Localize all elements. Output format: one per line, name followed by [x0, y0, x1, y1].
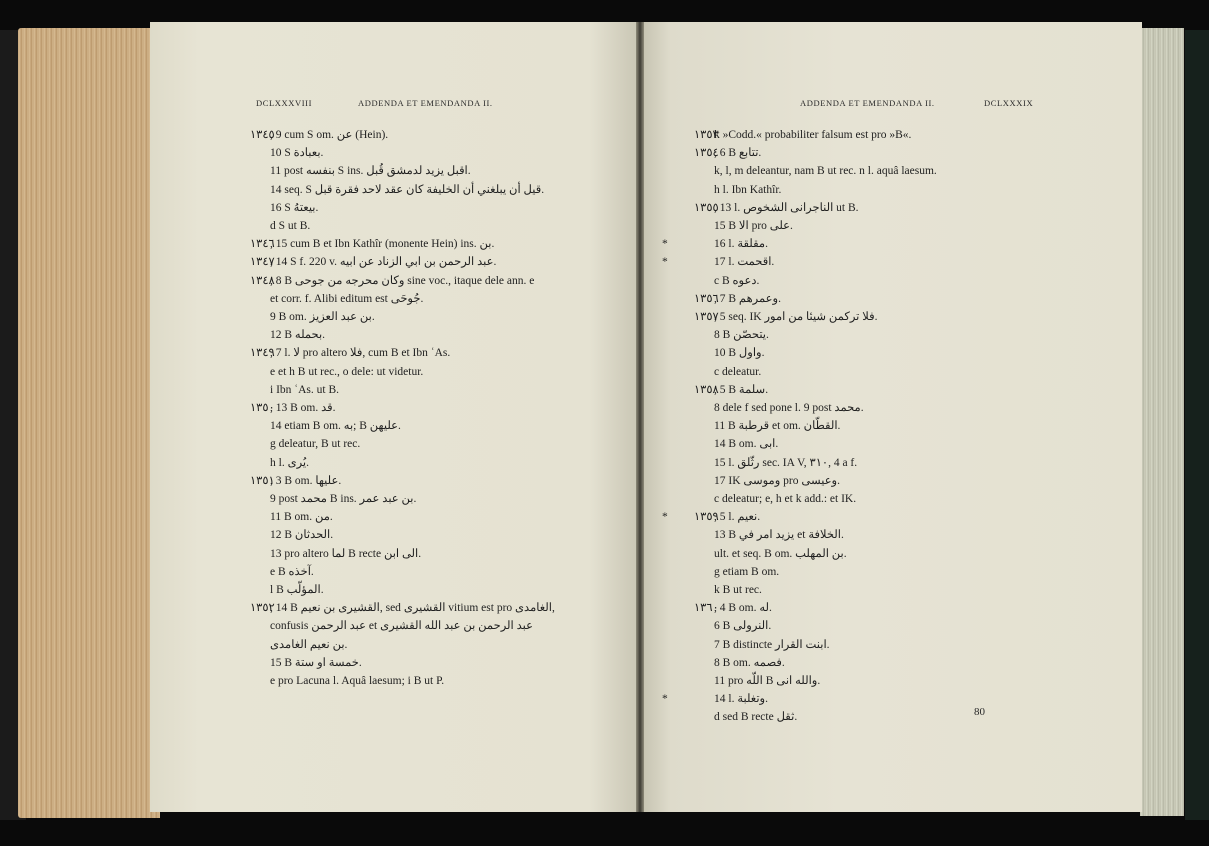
correction-text: e B آخذه.: [270, 565, 314, 578]
correction-text: 10 S بعبادة.: [270, 147, 324, 160]
correction-line: [694, 401, 864, 415]
page-footer-number: 80: [974, 706, 985, 718]
correction-line: [250, 583, 324, 597]
correction-line: [250, 619, 533, 633]
correction-line: [250, 456, 309, 470]
correction-line: [250, 601, 555, 615]
correction-text: 15 B الا pro على.: [714, 220, 793, 232]
correction-line: [250, 328, 325, 342]
correction-line: [694, 437, 778, 451]
correction-text: بن نعيم الغامدى.: [270, 638, 348, 651]
correction-text: c B دعوه.: [714, 274, 760, 287]
page-line-reference: ١٣٤٧: [250, 256, 275, 269]
correction-text: , 14 B القشيرى بن نعيم, sed القشيرى vitium est pro الغامدى,: [270, 602, 555, 615]
correction-line: [694, 274, 759, 288]
correction-text: 13 pro altero لما B recte الى ابن.: [270, 547, 422, 560]
correction-text: 14 l. وتغلبة.: [714, 693, 768, 706]
correction-text: c deleatur.: [714, 365, 762, 378]
correction-text: 8 dele f sed pone l. 9 post محمد.: [714, 402, 864, 414]
correction-line: [250, 146, 323, 160]
page-line-reference: ١٣٥٤: [694, 147, 719, 160]
correction-text: , 9 cum S om. عن (Hein).: [270, 129, 389, 141]
correction-text: 15 B خمسة او ستة.: [270, 656, 362, 669]
correction-text: 17 l. اقحمت.: [714, 256, 775, 269]
correction-line: [694, 474, 840, 488]
correction-text: 6 B النرولى.: [714, 620, 772, 633]
correction-text: k B ut rec.: [714, 584, 762, 596]
correction-line: [250, 292, 423, 306]
correction-line: [694, 492, 856, 506]
correction-line: [250, 437, 360, 451]
left-page-number-header: DCLXXXVIII: [256, 98, 313, 108]
correction-text: 13 B يزيد امر في et الخلافة.: [714, 529, 844, 542]
correction-line: [250, 419, 401, 433]
correction-text: g etiam B om.: [714, 565, 780, 578]
correction-line: [694, 565, 779, 579]
correction-text: 16 l. مقلقة.: [714, 238, 768, 251]
page-line-reference: ١٣٥٨: [694, 383, 719, 396]
correction-text: , 3 B om. عليها.: [270, 474, 342, 487]
correction-text: d sed B recte ثقل.: [714, 711, 798, 724]
correction-text: 9 post محمد B ins. بن عبد عمر.: [270, 493, 417, 505]
correction-text: ult. et seq. B om. بن المهلب.: [714, 547, 847, 560]
correction-line: [694, 128, 911, 142]
book-gutter: [636, 22, 644, 812]
correction-text: 16 S بيعتهُ.: [270, 201, 319, 214]
correction-line: [250, 255, 496, 269]
right-page-number-header: DCLXXXIX: [984, 98, 1034, 108]
correction-text: , 5 l. نعيم.: [714, 511, 761, 524]
book-cover-bottom: [0, 812, 1209, 846]
correction-text: 8 B يتحصّن.: [714, 329, 769, 342]
correction-text: i Ibn ʿAs. ut B.: [270, 383, 339, 396]
correction-line: [694, 346, 764, 360]
correction-text: , 4 B om. له.: [714, 602, 772, 615]
page-line-reference: ١٣٥٦: [694, 292, 719, 305]
correction-text: 11 post بنفسه S ins. اقبل يزيد لدمشق قُبل.: [270, 165, 471, 178]
correction-text: c deleatur; e, h et k add.: et IK.: [714, 493, 857, 505]
correction-text: 10 B واول.: [714, 347, 765, 360]
correction-line: [694, 619, 771, 633]
correction-line: [250, 219, 310, 233]
correction-line: [694, 219, 793, 233]
correction-line: [694, 383, 768, 397]
correction-line: [694, 310, 877, 324]
correction-text: h l. Ibn Kathîr.: [714, 183, 782, 196]
correction-line: [694, 674, 820, 688]
correction-line: [694, 183, 781, 197]
correction-line: [694, 146, 761, 160]
correction-text: 11 B قرطبة et om. القطّان.: [714, 420, 841, 433]
page-edges-right: [1140, 28, 1184, 816]
correction-text: , 14 S f. 220 v. عبد الرحمن بن ابي الزناد عن ابيه.: [270, 256, 497, 269]
correction-line: [250, 164, 471, 178]
correction-line: [694, 710, 797, 724]
correction-line: [694, 601, 772, 615]
page-line-reference: ١٣٥٠: [250, 402, 275, 414]
page-line-reference: ١٣٥١: [250, 474, 275, 487]
correction-line: [694, 528, 844, 542]
correction-line: [694, 419, 840, 433]
asterisk-marker: *: [662, 238, 668, 251]
left-page: [150, 22, 638, 812]
correction-text: , 15 cum B et Ibn Kathîr (monente Hein) ins. بن.: [270, 238, 495, 251]
correction-line: [250, 401, 336, 415]
page-line-reference: ١٣٥٩: [694, 511, 719, 524]
correction-text: 14 etiam B om. به; B عليهن.: [270, 420, 401, 433]
correction-line: [250, 474, 341, 488]
correction-text: 8 B om. فصمه.: [714, 656, 785, 669]
page-edges-left: [18, 28, 160, 818]
correction-text: k, l, m deleantur, nam B ut rec. n l. aquâ laesum.: [714, 165, 937, 178]
correction-text: 12 B الحدثان.: [270, 529, 334, 542]
book-cover-right: [1185, 30, 1209, 820]
correction-line: [250, 510, 333, 524]
correction-line: [662, 510, 761, 524]
correction-line: [250, 201, 318, 215]
correction-line: [250, 528, 333, 542]
correction-line: [662, 255, 775, 269]
correction-line: [694, 292, 781, 306]
correction-text: 12 B بحمله.: [270, 329, 326, 342]
correction-text: k »Codd.« probabiliter falsum est pro »B«.: [714, 129, 912, 141]
correction-line: [250, 547, 421, 561]
correction-line: [662, 692, 768, 706]
correction-line: [250, 128, 388, 142]
page-line-reference: ١٣٥٥: [694, 201, 719, 214]
correction-line: [694, 638, 830, 652]
correction-line: [694, 201, 859, 215]
correction-line: [694, 365, 761, 379]
correction-text: 17 IK وموسى pro وعيسى.: [714, 474, 840, 487]
correction-text: , 13 B om. قد.: [270, 402, 336, 414]
correction-line: [662, 237, 768, 251]
left-running-header: ADDENDA ET EMENDANDA II.: [358, 98, 493, 108]
correction-text: 14 seq. S قيل أن يبلغني أن الخليفة كان عقد لاحد فقرة قبل.: [270, 183, 545, 196]
correction-line: [250, 565, 314, 579]
correction-text: e pro Lacuna l. Aquâ laesum; i B ut P.: [270, 675, 445, 687]
correction-line: [694, 456, 857, 470]
correction-text: e et h B ut rec., o dele: ut videtur.: [270, 365, 424, 378]
correction-line: [250, 237, 494, 251]
correction-text: 11 pro اللّه B والله انى.: [714, 675, 821, 687]
correction-text: 7 B distincte ابنت القرار.: [714, 638, 830, 651]
correction-line: [694, 547, 847, 561]
correction-text: , 7 B وعمرهم.: [714, 292, 781, 305]
page-line-reference: ١٣٥٧: [694, 311, 719, 323]
correction-text: l B المؤلّب.: [270, 584, 324, 596]
correction-text: confusis عبد الرحمن et عبد الرحمن بن عبد الله القشيرى: [270, 620, 533, 633]
correction-text: , 13 l. الناجرانى الشخوص ut B.: [714, 201, 859, 214]
correction-text: 9 B om. بن عبد العزيز.: [270, 311, 375, 323]
page-line-reference: ١٣٤٥: [250, 129, 275, 141]
correction-line: [250, 346, 450, 360]
correction-line: [250, 365, 423, 379]
page-line-reference: ١٣٤٩: [250, 347, 275, 360]
correction-text: et corr. f. Alibi editum est جُوحَى.: [270, 292, 424, 305]
correction-line: [250, 310, 375, 324]
correction-text: , 5 B سلمة.: [714, 383, 769, 396]
correction-line: [694, 583, 762, 597]
correction-text: g deleatur, B ut rec.: [270, 438, 361, 451]
asterisk-marker: *: [662, 693, 668, 706]
correction-line: [250, 656, 362, 670]
asterisk-marker: *: [662, 256, 668, 269]
correction-text: d S ut B.: [270, 220, 311, 232]
page-line-reference: ١٣٤٨: [250, 274, 275, 287]
correction-text: 11 B om. من.: [270, 511, 333, 524]
correction-line: [250, 274, 534, 288]
correction-line: [250, 492, 416, 506]
correction-text: , 8 B وكان محرجه من جوحى sine voc., itaque dele ann. e: [270, 274, 535, 287]
correction-line: [250, 383, 339, 397]
correction-line: [694, 328, 769, 342]
asterisk-marker: *: [662, 511, 668, 524]
page-line-reference: ١٣٥٢: [250, 602, 275, 615]
correction-text: , 5 seq. IK فلا تركمن شيئا من امور.: [714, 311, 878, 323]
correction-text: , 7 l. لا pro altero فلا, cum B et Ibn ʿAs.: [270, 347, 451, 360]
right-running-header: ADDENDA ET EMENDANDA II.: [800, 98, 935, 108]
page-line-reference: ١٣٥٣: [694, 129, 719, 141]
correction-line: [694, 164, 937, 178]
page-line-reference: ١٣٤٦: [250, 238, 275, 251]
correction-text: h l. يُرى.: [270, 456, 310, 469]
correction-text: , 6 B تتابع.: [714, 147, 762, 160]
correction-text: 14 B om. ابى.: [714, 438, 779, 451]
correction-text: 15 l. رثّلق sec. IA V, ٣١٠, 4 a f.: [714, 456, 858, 469]
correction-line: [250, 183, 544, 197]
page-line-reference: ١٣٦٠: [694, 602, 719, 615]
correction-line: [250, 638, 347, 652]
correction-line: [250, 674, 444, 688]
correction-line: [694, 656, 785, 670]
